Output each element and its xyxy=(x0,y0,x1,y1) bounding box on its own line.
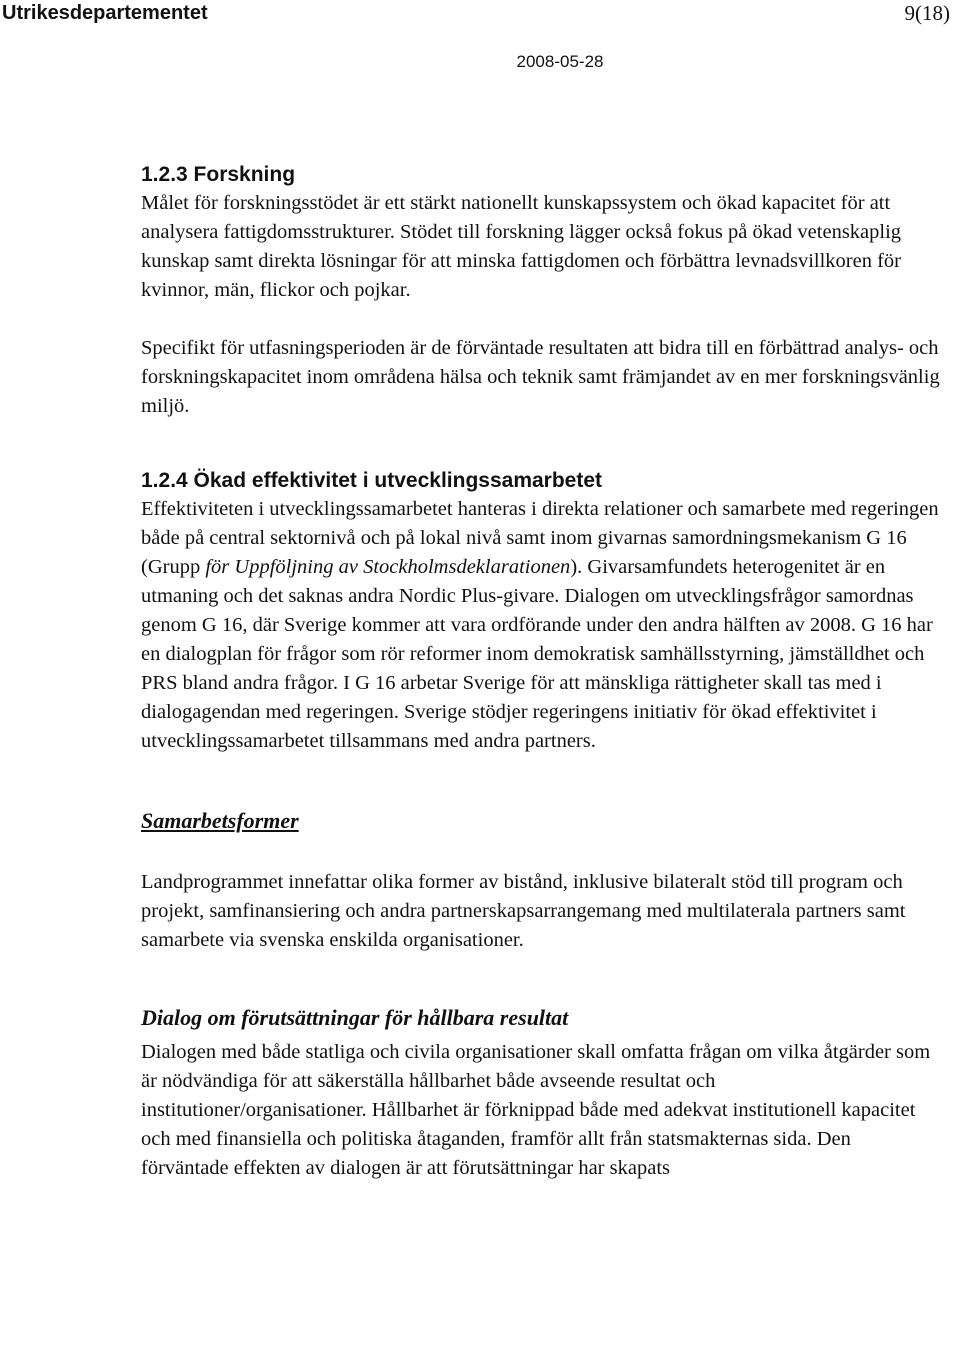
document-date: 2008-05-28 xyxy=(516,52,604,71)
document-body xyxy=(141,160,941,1183)
heading-dialog: Dialog om förutsättningar för hållbara resultat xyxy=(141,1005,569,1030)
heading-samarbetsformer: Samarbetsformer xyxy=(141,808,299,833)
page-number: 9(18) xyxy=(904,1,950,25)
paragraph-forskning-goal: Målet för forskningsstödet är ett stärkt nationellt kunskapssystem och ökad kapacitet för att analysera fattigdomsstrukturer. Stödet till forskning lägger också fokus på ökad vetenskaplig kunskap samt direkta lösningar för att minska fattigdomen och förbättra levnadsvillkoren för kvinnor, män, flickor och pojkar. xyxy=(141,192,902,301)
page-header xyxy=(0,0,960,40)
heading-forskning: 1.2.3 Forskning xyxy=(141,163,296,186)
paragraph-effektivitet xyxy=(141,495,941,756)
paragraph-samarbetsformer: Landprogrammet innefattar olika former av bistånd, inklusive bilateralt stöd till program och projekt, samfinansiering och andra partnerskapsarrangemang med multilaterala partners samt samarbete via svenska enskilda organisationer. xyxy=(141,871,906,951)
paragraph-forskning-results: Specifikt för utfasningsperioden är de förväntade resultaten att bidra till en förbättrad analys- och forskningskapacitet inom områdena hälsa och teknik samt främjandet av en mer forskningsvänlig miljö. xyxy=(141,337,940,417)
department-name: Utrikesdepartementet xyxy=(2,2,208,24)
paragraph-effektivitet-italic: för Uppföljning av Stockholmsdeklarationen xyxy=(205,556,571,578)
paragraph-effektivitet-part2: ). Givarsamfundets heterogenitet är en utmaning och det saknas andra Nordic Plus-givare. Dialogen om utvecklingsfrågor samordnas genom G 16, där Sverige kommer att vara ordförande under den andra hälften av 2008. G 16 har en dialogplan för frågor som rör reformer inom demokratisk samhällsstyrning, jämställdhet och PRS bland andra frågor. I G 16 arbetar Sverige för att mänskliga rättigheter skall tas med i dialogagendan med regeringen. Sverige stödjer regeringens initiativ för ökad effektivitet i utvecklingssamarbetet tillsammans med andra partners. xyxy=(141,556,933,752)
paragraph-dialog: Dialogen med både statliga och civila organisationer skall omfatta frågan om vilka åtgärder som är nödvändiga för att säkerställa hållbarhet både avseende resultat och institutioner/organisationer. Hållbarhet är förknippad både med adekvat institutionell kapacitet och med finansiella och politiska åtaganden, framför allt från statsmakternas sida. Den förväntade effekten av dialogen är att förutsättningar har skapats xyxy=(141,1041,931,1179)
paragraph-effektivitet-part1: Effektiviteten i utvecklingssamarbetet hanteras i direkta relationer och samarbete med regeringen både på central sektornivå och på lokal nivå samt inom givarnas samordningsmekanism G 16 (Grupp xyxy=(141,498,939,578)
heading-effektivitet: 1.2.4 Ökad effektivitet i utvecklingssamarbetet xyxy=(141,469,603,492)
